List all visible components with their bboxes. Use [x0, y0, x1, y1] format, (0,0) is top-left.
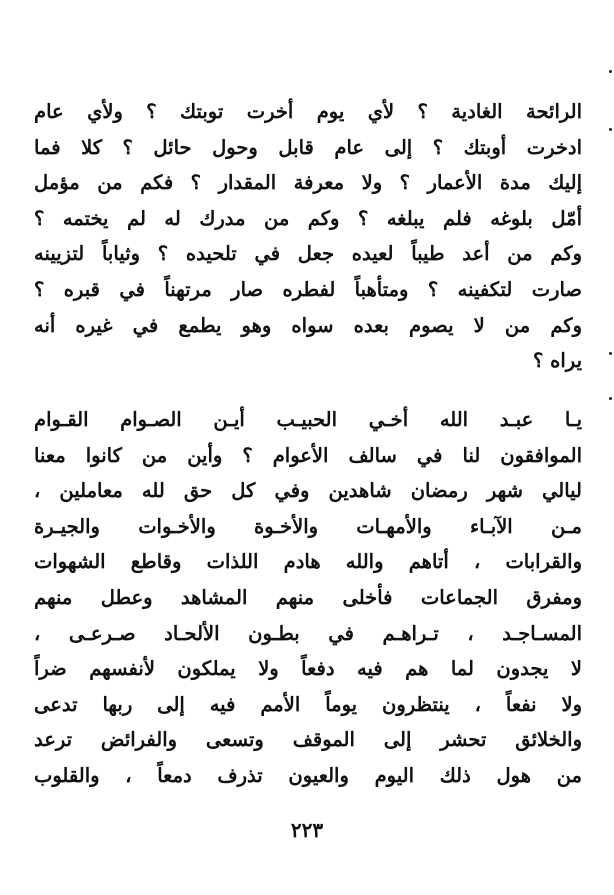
- text-line: من هول ذلك اليوم والعيون تذرف دمعاً ، والقلوب: [34, 763, 582, 787]
- text-line: يـا عبـد الله أخـي الحبيـب أيـن الصـوام القـوام: [34, 408, 582, 431]
- text-line: المسـاجـد ، تـراهـم في بطـون الألحـاد صـرعـى ،: [34, 621, 582, 645]
- paragraph-2: [34, 402, 582, 794]
- text-line: مـن الآبـاء والأمهـات والأخـوة والأخـوات والجيـرة: [34, 514, 582, 538]
- text-line: الرائحة الغادية ؟ لأي يوم أخرت توبتك ؟ ولأي عام: [34, 100, 582, 123]
- page-number: ٢٢٣: [290, 818, 324, 842]
- text-line: والخلائق تحشر إلى الموقف وتسعى والفرائض ترعد: [34, 728, 582, 752]
- text-line: يراه ؟: [533, 349, 582, 373]
- text-line: وكم من لا يصوم بعده سواه وهو يطمع في غيره أنه: [34, 313, 582, 337]
- scan-speck: [609, 397, 612, 400]
- text-line: صارت لتكفينه ؟ ومتأهباً لفطره صار مرتهناً في قبره ؟: [34, 277, 582, 301]
- text-line: ولا نفعاً ، ينتظرون يوماً الأمم فيه إلى ربها تدعى: [34, 692, 582, 716]
- text-line: ادخرت أوبتك ؟ إلى عام قابل وحول حائل ؟ كلا فما: [34, 135, 582, 159]
- paragraph-1: [34, 94, 582, 379]
- text-line: الموافقون لنا في سالف الأعوام ؟ وأين من كانوا معنا: [34, 443, 582, 467]
- scan-speck: [609, 128, 612, 131]
- text-line: أمّل بلوغه فلم يبلغه ؟ وكم من مدرك له لم يختمه ؟: [34, 206, 582, 230]
- scan-speck: [609, 352, 612, 355]
- text-line: ومفرق الجماعات فأخلى منهم المشاهد وعطل منهم: [34, 585, 582, 609]
- text-line: لا يجدون لما هم فيه دفعاً ولا يملكون لأنفسهم ضراً: [34, 657, 582, 681]
- text-line: ليالي شهر رمضان شاهدين وفي كل حق لله معاملين ،: [34, 479, 582, 503]
- scan-speck: [609, 70, 612, 73]
- text-line: إليك مدة الأعمار ؟ ولا معرفة المقدار ؟ فكم من مؤمل: [34, 171, 582, 195]
- text-line: وكم من أعد طيباً لعيده جعل في تلحيده ؟ وثياباً لتزيينه: [34, 242, 582, 266]
- text-line: والقرابات ، أتاهم والله هادم اللذات وقاطع الشهوات: [34, 550, 582, 574]
